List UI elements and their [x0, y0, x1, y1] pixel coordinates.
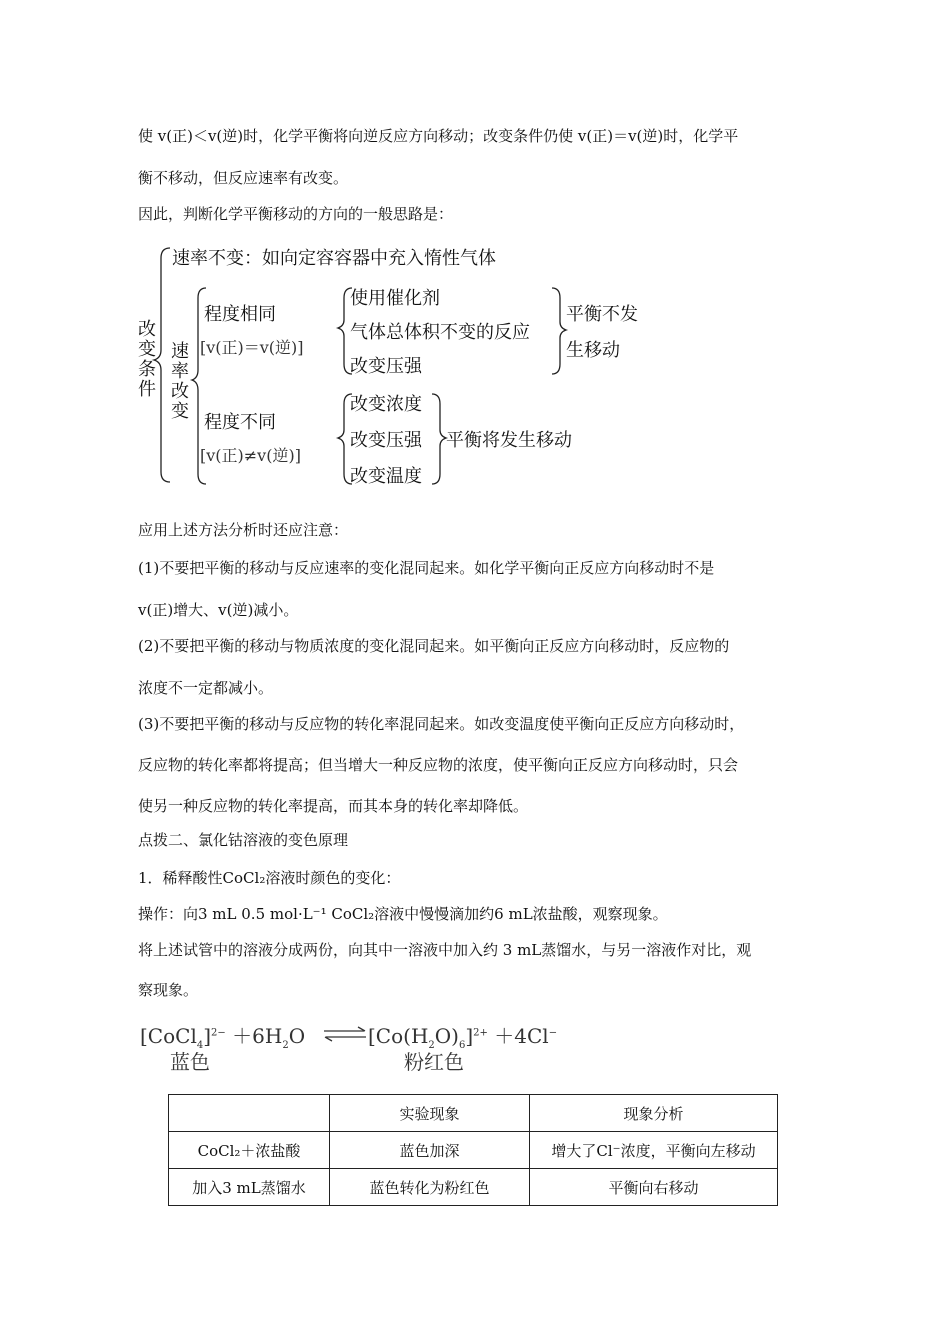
same-degree-condition: [v(正)＝v(逆)]: [200, 338, 304, 357]
table-cell: 增大了Cl⁻浓度，平衡向左移动: [530, 1132, 778, 1169]
eq-tail: ＋4Cl: [494, 1024, 549, 1048]
same-item-1: 使用催化剂: [350, 288, 440, 309]
table-header-cell: [169, 1095, 330, 1132]
table-row: [169, 1132, 778, 1169]
rate-changed-label: 速率改变: [171, 341, 189, 422]
intro-line-2: 衡不移动，但反应速率有改变。: [138, 169, 349, 187]
intro-line-3: 因此，判断化学平衡移动的方向的一般思路是：: [138, 205, 454, 223]
eq-right: [Co(H: [368, 1024, 429, 1048]
note-2b: 浓度不一定都减小。: [138, 679, 274, 697]
rate-unchanged: 速率不变：如向定容容器中充入惰性气体: [172, 248, 496, 269]
eq-right-sub: 2: [428, 1040, 435, 1051]
eq-left-sup: 2−: [211, 1027, 226, 1039]
note-1a: (1)不要把平衡的移动与反应速率的变化混同起来。如化学平衡向正反应方向移动时不是: [138, 559, 715, 577]
table-header-cell: 现象分析: [530, 1095, 778, 1132]
eq-mid: ＋6H: [232, 1024, 283, 1048]
diff-degree-condition: [v(正)≠v(逆)]: [200, 446, 301, 465]
table-cell: 蓝色转化为粉红色: [330, 1169, 530, 1206]
note-3c: 使另一种反应物的转化率提高，而其本身的转化率却降低。: [138, 797, 529, 815]
brace-same-result: [552, 288, 566, 374]
diff-degree: 程度不同: [204, 412, 276, 433]
eq-right-sub2: 6: [458, 1040, 466, 1051]
section2-operation: 操作：向3 mL 0.5 mol·L⁻¹ CoCl₂溶液中慢慢滴加约6 mL浓盐酸，观察现象。: [138, 905, 668, 923]
eq-h2o-o: O: [288, 1024, 306, 1048]
eq-label-pink: 粉红色: [404, 1050, 464, 1074]
brace-diff-result: [432, 394, 446, 484]
equilibrium-arrow-icon: [322, 1026, 368, 1042]
diff-item-1: 改变浓度: [350, 394, 422, 415]
table-row: [169, 1169, 778, 1206]
table-header-row: [169, 1095, 778, 1132]
same-item-2: 气体总体积不变的反应: [350, 322, 530, 343]
same-item-3: 改变压强: [350, 356, 422, 377]
note-2a: (2)不要把平衡的移动与物质浓度的变化混同起来。如平衡向正反应方向移动时，反应物的: [138, 637, 730, 655]
note-3a: (3)不要把平衡的移动与反应物的转化率混同起来。如改变温度使平衡向正反应方向移动时，: [138, 715, 745, 733]
table-header-cell: 实验现象: [330, 1095, 530, 1132]
same-result-1: 平衡不发: [566, 304, 638, 325]
section2-split-a: 将上述试管中的溶液分成两份，向其中一溶液中加入约 3 mL蒸馏水，与另一溶液作对比，观: [138, 941, 752, 959]
eq-right-sup: 2+: [473, 1027, 488, 1039]
notes-heading: 应用上述方法分析时还应注意：: [138, 521, 349, 539]
section2-title: 点拨二、氯化钴溶液的变色原理: [138, 831, 349, 849]
table-cell: 平衡向右移动: [530, 1169, 778, 1206]
section2-item1: 1．稀释酸性CoCl₂溶液时颜色的变化：: [138, 869, 401, 887]
section2-split-b: 察现象。: [138, 981, 199, 999]
table-cell: 蓝色加深: [330, 1132, 530, 1169]
root-label: 改变条件: [138, 319, 156, 400]
experiment-table: [168, 1094, 778, 1206]
table-cell: 加入3 mL蒸馏水: [169, 1169, 330, 1206]
diff-item-3: 改变温度: [350, 466, 422, 487]
note-1b: v(正)增大、v(逆)减小。: [138, 601, 299, 619]
diff-result: 平衡将发生移动: [446, 430, 572, 451]
eq-h2o-sub: 2: [282, 1040, 289, 1051]
same-degree: 程度相同: [204, 304, 276, 325]
eq-left: [CoCl: [140, 1024, 197, 1048]
table-cell: CoCl₂＋浓盐酸: [169, 1132, 330, 1169]
diff-item-2: 改变压强: [350, 430, 422, 451]
eq-label-blue: 蓝色: [170, 1050, 210, 1074]
eq-right-o: O): [434, 1024, 459, 1048]
same-result-2: 生移动: [566, 340, 620, 361]
note-3b: 反应物的转化率都将提高；但当增大一种反应物的浓度，使平衡向正反应方向移动时，只会: [138, 756, 739, 774]
intro-line-1: 使 v(正)＜v(逆)时，化学平衡将向逆反应方向移动；改变条件仍使 v(正)＝v(逆)时，化学平: [138, 127, 739, 145]
eq-tail-sup: −: [548, 1027, 558, 1039]
eq-left-sub: 4: [196, 1040, 204, 1051]
